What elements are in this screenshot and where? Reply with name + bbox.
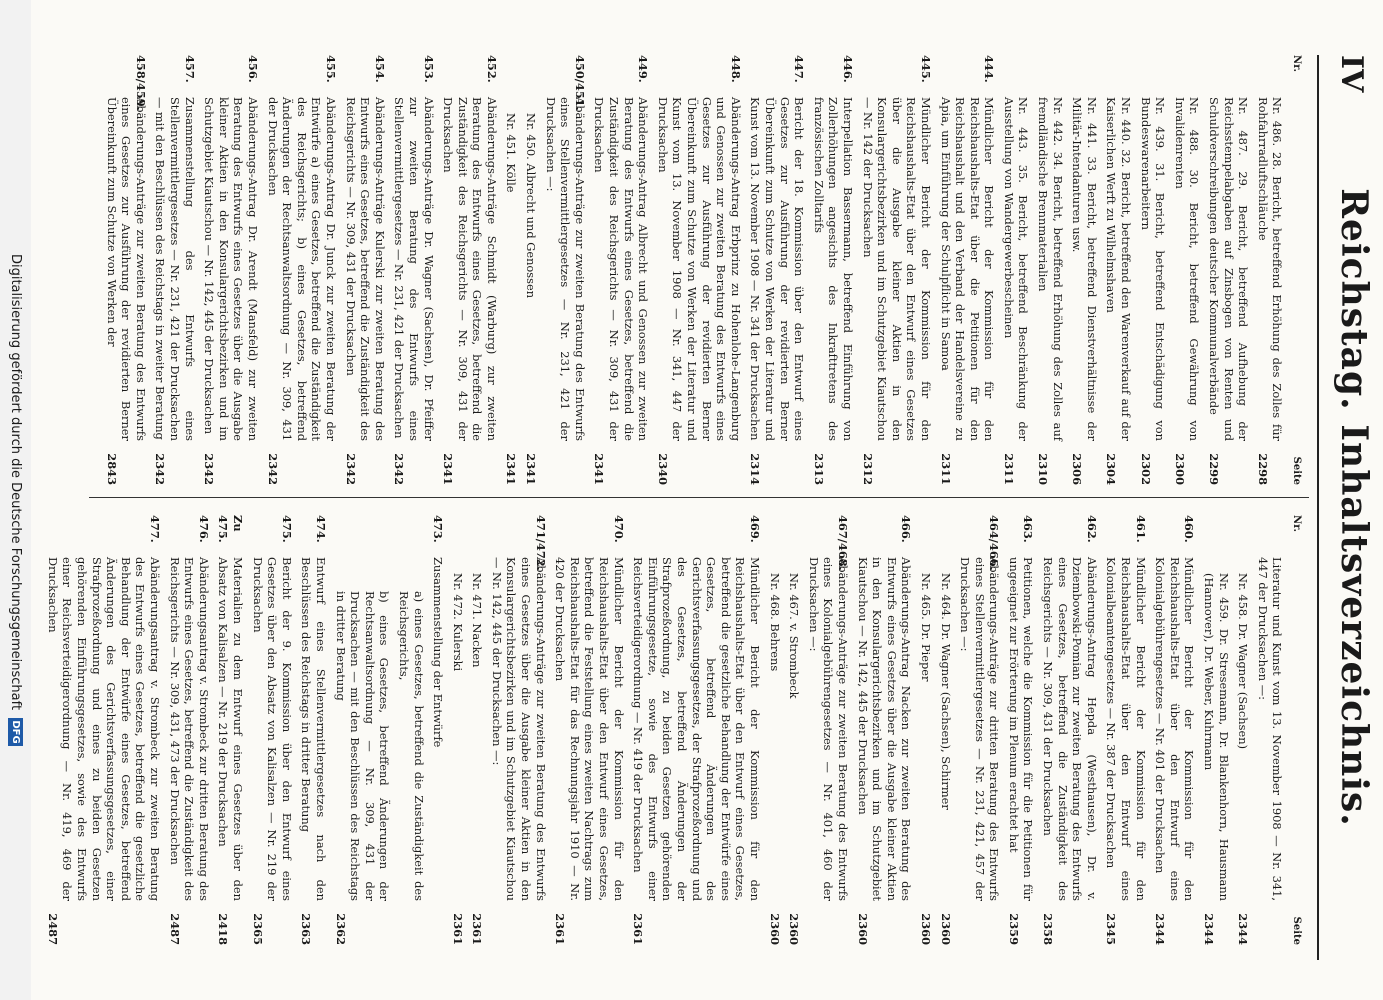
entry-page: 2363 — [299, 913, 314, 945]
entry-text: Entwurf eines Stellenvermittlergesetzes nach den Beschlüssen des Reichstags in dritter Beratung — [299, 557, 328, 901]
toc-entry — [1201, 515, 1230, 945]
entry-text: Mündlicher Bericht der Kommission für den Reichshaushalts-Etat über den Entwurf eines Kolonialgebührengesetzes — Nr. 401 der Drucksachen — [1153, 557, 1197, 901]
entry-number: 444. — [982, 55, 997, 83]
entry-text: Mündlicher Bericht der Kommission für den Reichshaushalts-Etat über den Entwurf eines Kolonialbeamtengesetzes — Nr. 387 der Drucksachen — [1104, 557, 1148, 901]
entry-text: Nr. 465. Dr. Pieper — [918, 573, 933, 682]
entry-page: 2360 — [787, 913, 802, 945]
toc-entry — [938, 515, 953, 945]
entry-page: 2360 — [918, 913, 933, 945]
entry-page: 2843 — [104, 453, 119, 485]
toc-entry — [787, 515, 802, 945]
entry-text: Mündlicher Bericht der Kommission für den Reichshaushalts-Etat über den Entwurf eines Gesetzes über die Ausgabe kleiner Aktien in den Konsulargerichtsbezirken und im Schutzgebiet Kiautschou — Nr. 142 der Drucksachen — [860, 97, 933, 441]
entry-page: 2341 — [592, 453, 607, 485]
entry-number: 466. — [899, 515, 914, 543]
entry-text: Abänderungs-Anträge Dr. Wagner (Sachsen), Dr. Pfeiffer zur zweiten Beratung des Entwurfs eines Stellenvermittlergesetzes — Nr. 231, 421 der Drucksachen — [392, 97, 436, 441]
toc-entry — [938, 55, 996, 485]
entry-text: Abänderungs-Antrag Albrecht und Genossen zur zweiten Beratung des Entwurfs eines Gesetzes, betreffend die Zuständigkeit des Reichsgerichts — Nr. 309, 431 der Drucksachen — [592, 97, 651, 441]
nr-label: Nr. — [1291, 55, 1302, 72]
toc-entry — [958, 515, 1002, 945]
nr-label: Nr. — [1291, 515, 1302, 532]
entry-number: 453. — [421, 55, 436, 83]
seite-label: Seite — [1291, 456, 1302, 485]
page-title: Reichstag. Inhaltsverzeichnis. — [1333, 188, 1375, 827]
entry-number: 457. — [182, 55, 197, 83]
seite-label: Seite — [1291, 916, 1302, 945]
entry-page: 2487 — [167, 913, 182, 945]
toc-entry — [216, 515, 245, 945]
entry-text: a) eines Gesetzes, betreffend die Zuständigkeit des Reichsgerichts, — [396, 591, 426, 901]
entry-text: Materialien zu dem Entwurf eines Gesetzes über den Absatz von Kalisalzen — Nr. 219 der Drucksachen — [216, 557, 245, 901]
entry-number: 458/459. — [133, 55, 148, 111]
entry-text: Zusammenstellung der Entwürfe — [431, 557, 446, 748]
entry-text: Abänderungs-Anträge zur zweiten Beratung des Entwurfs eines Kolonialgebührengesetzes — Nr. 401, 460 der Drucksachen —: — [806, 557, 850, 901]
toc-entry — [153, 55, 197, 485]
entry-page: 2418 — [216, 913, 231, 945]
entry-text: Abänderungsantrag v. Strombeck zur dritten Beratung des Entwurfs eines Gesetzes, betreffend die Zuständigkeit des Reichsgerichts — Nr. 309, 431, 473 der Drucksachen — [167, 557, 211, 901]
entry-text: Nr. 443. 35. Bericht, betreffend Beschränkung der Ausstellung von Wandergewerbescheinen — [1001, 97, 1031, 441]
toc-entry — [1104, 515, 1148, 945]
entry-page: 2312 — [860, 453, 875, 485]
entry-number: 463. — [1021, 515, 1036, 543]
entry-page: 2342 — [202, 453, 217, 485]
entry-text: Nr. 458. Dr. Wagner (Sachsen) — [1236, 573, 1251, 750]
toc-entry — [1206, 55, 1250, 485]
entry-page: 2302 — [1138, 453, 1153, 485]
entry-text: Mündlicher Bericht der Kommission für den Reichshaushalts-Etat über den Entwurf eines Gesetzes, betreffend die Feststellung eines zweiten Nachtrags zum Reichshaushalts-Etat für das Rechnungsjahr 1910 — Nr. 420 der Drucksachen — [553, 557, 626, 901]
entry-number: 456. — [246, 55, 260, 83]
entry-page: 2362 — [333, 913, 348, 945]
toc-entry — [104, 55, 148, 485]
toc-entry — [392, 55, 436, 485]
entry-page: 2361 — [450, 913, 465, 945]
entry-text: Bericht der 9. Kommission über den Entwurf eines Gesetzes über den Absatz von Kalisalzen — Nr. 219 der Drucksachen — [250, 557, 294, 901]
entry-text: Nr. 440. 32. Bericht, betreffend den Warenverkauf auf der Kaiserlichen Werft zu Wilhelmshaven — [1104, 97, 1134, 441]
toc-entry — [860, 55, 933, 485]
toc-entry — [333, 515, 391, 945]
entry-text: Abänderungs-Anträge zur zweiten Beratung des Entwurfs eines Gesetzes über die Ausgabe kleiner Aktien in den Konsulargerichtsbezirken und im Schutzgebiet Kiautschou — Nr. 142, 445 der Drucksachen —: — [489, 557, 548, 901]
right-entry-list — [45, 515, 1284, 945]
toc-entry — [1255, 55, 1284, 485]
entry-number: 464/466. — [987, 515, 1002, 571]
toc-entry — [918, 515, 933, 945]
entry-text: Abänderungs-Anträge zur zweiten Beratung des Entwurfs eines Gesetzes zur Ausführung der revidierten Berner Übereinkunft zum Schutze von Werken der — [104, 97, 148, 441]
entry-page: 2341 — [524, 453, 539, 485]
entry-number: 454. — [372, 55, 387, 83]
entry-text: Abänderungs-Anträge Kulerski zur zweiten Beratung des Entwurfs eines Gesetzes, betreffend die Zuständigkeit des Reichsgerichts — Nr. 309, 431 der Drucksachen — [343, 97, 387, 441]
left-column — [99, 55, 1303, 485]
entry-number: 475. — [279, 515, 294, 543]
entry-text: Abänderungs-Antrag Erbprinz zu Hohenlohe-Langenburg und Genossen zur zweiten Beratung des Entwurfs eines Gesetzes zur Ausführung der revidierten Berner Übereinkunft zum Schutze von Werken der Literatur und Kunst vom 13. November 1908 — Nr. 341, 447 der Drucksachen — [655, 97, 743, 441]
entry-number: 460. — [1182, 515, 1197, 543]
toc-entry — [806, 515, 850, 945]
entry-number: 467/468. — [835, 515, 850, 571]
entry-page: 2360 — [767, 913, 782, 945]
entry-page: 2341 — [504, 453, 519, 485]
toc-entry — [167, 515, 211, 945]
page-header — [1323, 55, 1375, 960]
entry-text: Nr. 467. v. Strombeck — [787, 573, 802, 699]
toc-entry — [1236, 515, 1251, 945]
entry-text: Nr. 442. 34. Bericht, betreffend Erhöhung des Zolles auf fremdländische Brennmaterialien — [1036, 97, 1065, 441]
column-divider — [89, 497, 1309, 498]
entry-number: 446. — [840, 55, 855, 83]
entry-page: 2300 — [1172, 453, 1187, 485]
entry-page: 2344 — [1236, 913, 1251, 945]
toc-entry — [592, 55, 650, 485]
toc-entry — [202, 55, 260, 485]
entry-text: Abänderungs-Anträge zur dritten Beratung des Entwurfs eines Stellenvermittlergesetzes — Nr. 231, 421, 457 der Drucksachen —: — [958, 557, 1002, 901]
entry-text: Mündlicher Bericht der Kommission für den Reichshaushalts-Etat über den Entwurf eines Gesetzes, betreffend die gesetzliche Behandlung der Entwürfe eines Gesetzes, betreffend Änderungen des Gerichtsverfassungsgesetzes, der Strafprozeßordnung und des Gesetzes, betreffend Änderungen der Strafprozeßordnung, zu beiden Gesetzen gehörenden Einführungsgesetze, sowie des Entwurfs einer Reichsverteidigerordnung — Nr. 419 der Drucksachen — [631, 557, 762, 901]
entry-text: Nr. 451. Kölle — [504, 113, 519, 193]
toc-entry — [250, 515, 294, 945]
entry-text: Interpellation Bassermann, betreffend Einführung von Zollerhöhungen angesichts des Inkrafttretens des französischen Zolltarifs — [811, 97, 855, 441]
entry-page: 2340 — [655, 453, 670, 485]
entry-number: Zu 475. — [216, 515, 245, 543]
toc-entry — [553, 515, 626, 945]
entry-page: 2487 — [45, 913, 60, 945]
entry-text: Abänderungs-Antrag Dr. Junck zur zweiten Beratung der Entwürfe a) eines Gesetzes, betreffend die Zuständigkeit des Reichsgerichts; b) eines Gesetzes, betreffend Änderungen der Rechtsanwaltsordnung — Nr. 309, 431 der Drucksachen — [265, 97, 338, 441]
toc-entry — [1104, 55, 1133, 485]
digitization-footer — [0, 0, 31, 1000]
toc-entry — [470, 515, 485, 945]
entry-text: b) eines Gesetzes, betreffend Änderungen der Rechtsanwaltsordnung — Nr. 309, 431 der Drucksachen — mit den Beschlüssen des Reichstags in dritter Beratung — [333, 591, 392, 901]
entry-page: 2311 — [1001, 453, 1016, 485]
entry-page: 2361 — [553, 913, 568, 945]
entry-text: Nr. 441. 33. Bericht, betreffend Dienstverhältnisse der Militär-Intendanturen usw. — [1070, 97, 1099, 441]
toc-entry — [1070, 55, 1099, 485]
toc-entry — [811, 55, 855, 485]
toc-entry — [396, 515, 425, 945]
entry-text: Petitionen, welche die Kommission für die Petitionen für ungeeignet zur Erörterung im Plenum erachtet hat — [1006, 557, 1036, 901]
toc-entry — [1036, 55, 1065, 485]
toc-entry — [1255, 515, 1284, 945]
toc-entry — [543, 55, 587, 485]
toc-entry — [1172, 55, 1201, 485]
entry-page: 2298 — [1255, 453, 1270, 485]
entry-text: Nr. 486. 28. Bericht, betreffend Erhöhung des Zolles für Rohfahrradluftschläuche — [1255, 97, 1285, 441]
entry-page: 2304 — [1104, 453, 1119, 485]
column-header — [1288, 55, 1303, 485]
left-entry-list — [104, 55, 1284, 485]
entry-text: Nr. 450. Albrecht und Genossen — [524, 113, 539, 299]
entry-number: 469. — [748, 515, 762, 543]
entry-number: 452. — [484, 55, 499, 83]
entry-text: Nr. 468. Behrens — [767, 573, 782, 672]
entry-number: 448. — [728, 55, 743, 83]
entry-text: Bericht der 18. Kommission über den Entwurf eines Gesetzes zur Ausführung der revidierten Berner Übereinkunft zum Schutze von Werken der Literatur und Kunst vom 13. November 1908 — Nr. 341 der Drucksachen — [748, 97, 807, 441]
entry-text: Nr. 471. Nacken — [470, 573, 485, 668]
header-rule — [1317, 55, 1319, 960]
entry-number: 462. — [1084, 515, 1099, 543]
dfg-logo-icon: DFG — [8, 718, 23, 746]
entry-number: 445. — [918, 55, 933, 83]
entry-page: 2358 — [1041, 913, 1056, 945]
toc-entry — [265, 55, 338, 485]
entry-text: Abänderungs-Antrag Nacken zur zweiten Beratung des Entwurfs eines Gesetzes über die Ausgabe kleiner Aktien in den Konsulargerichtsbezirken und im Schutzgebiet Kiautschou — Nr. 142, 445 der Drucksachen — [855, 557, 914, 901]
toc-entry — [1041, 515, 1099, 945]
toc-entry — [299, 515, 328, 945]
entry-page: 2365 — [250, 913, 265, 945]
entry-page: 2306 — [1070, 453, 1085, 485]
toc-entry — [524, 55, 539, 485]
toc-entry — [631, 515, 762, 945]
toc-entry — [767, 515, 782, 945]
entry-text: Nr. 488. 30. Bericht, betreffend Gewährung von Invalidenrenten — [1172, 97, 1202, 441]
toc-entry — [343, 55, 387, 485]
entry-page: 2342 — [343, 453, 358, 485]
entry-page: 2314 — [748, 453, 763, 485]
entry-page: 2342 — [153, 453, 168, 485]
entry-text: Nr. 472. Kulerski — [450, 573, 465, 672]
toc-entry — [504, 55, 519, 485]
entry-text: Nr. 464. Dr. Wagner (Sachsen), Schirmer — [938, 573, 953, 810]
column-header — [1288, 515, 1303, 945]
entry-page: 2310 — [1036, 453, 1051, 485]
page-number: IV — [1334, 55, 1369, 93]
entry-text: Nr. 439. 31. Bericht, betreffend Entschädigung von Bundeswarenarbeitern — [1138, 97, 1168, 441]
toc-entry — [1138, 55, 1167, 485]
entry-number: 455. — [323, 55, 338, 83]
entry-text: Abänderungs-Antrag Hepda (Westhausen), Dr. v. Dziembowski-Pomian zur zweiten Beratung des Entwurfs eines Gesetzes, betreffend die Zuständigkeit des Reichsgerichts — Nr. 309, 431 der Drucksachen — [1041, 557, 1099, 901]
toc-entry — [489, 515, 547, 945]
entry-number: 474. — [313, 515, 328, 543]
entry-text: Literatur und Kunst vom 13. November 1908 — Nr. 341, 447 der Drucksachen —: — [1255, 557, 1285, 901]
entry-page: 2359 — [1006, 913, 1021, 945]
entry-page: 2342 — [265, 453, 280, 485]
right-column — [40, 515, 1303, 945]
toc-entry — [431, 515, 446, 945]
entry-page: 2344 — [1202, 913, 1217, 945]
entry-page: 2311 — [938, 453, 953, 485]
entry-number: 471/472. — [533, 515, 548, 571]
entry-number: 447. — [792, 55, 807, 83]
toc-entry — [45, 515, 162, 945]
entry-page: 2341 — [441, 453, 456, 485]
toc-entry — [748, 55, 806, 485]
entry-page: 2361 — [470, 913, 485, 945]
toc-entry — [1006, 515, 1035, 945]
entry-number: 473. — [431, 515, 446, 543]
entry-text: Abänderungsantrag v. Strombeck zur zweiten Beratung des Entwurfs eines Gesetzes, betreffend die gesetzliche Behandlung der Entwürfe eines Gesetzes, betreffend Änderungen des Gerichtsverfassungsgesetzes, einer Strafprozeßordnung und eines zu beiden Gesetzen gehörenden Einführungsgesetzes, sowie des Entwurfs einer Reichsverteidigerordnung — Nr. 419, 469 der Drucksachen — [45, 557, 163, 901]
toc-entry — [655, 55, 743, 485]
toc-entry — [1153, 515, 1197, 945]
entry-page: 2360 — [855, 913, 870, 945]
entry-page: 2361 — [631, 913, 646, 945]
toc-entry — [1001, 55, 1030, 485]
entry-text: Zusammenstellung des Entwurfs eines Stellenvermittlergesetzes — Nr. 231, 421 der Drucksachen — mit den Beschlüssen des Reichstags in zweiter Beratung — [153, 97, 197, 441]
toc-entry — [450, 515, 465, 945]
entry-page: 2313 — [811, 453, 826, 485]
entry-page: 2344 — [1153, 913, 1168, 945]
entry-number: 449. — [636, 55, 651, 83]
entry-number: 450/451. — [572, 55, 587, 111]
entry-number: 477. — [148, 515, 163, 543]
entry-text: Abänderungs-Anträge Schmidt (Warburg) zur zweiten Beratung des Entwurfs eines Gesetzes, betreffend die Zuständigkeit des Reichsgerichts — Nr. 309, 431 der Drucksachen — [441, 97, 499, 441]
entry-text: Nr. 459. Dr. Stresemann, Dr. Blankenhorn, Hausmann (Hannover), Dr. Weber, Kuhrmann — [1202, 573, 1231, 901]
entry-page: 2342 — [392, 453, 407, 485]
entry-number: 476. — [196, 515, 211, 543]
entry-text: Nr. 487. 29. Bericht, betreffend Aufhebung der Reichsstempelabgaben auf Zinsbogen von Renten und Schuldverschreibungen deutscher Kommunalverbände — [1207, 97, 1251, 441]
entry-text: Abänderungs-Anträge zur zweiten Beratung des Entwurfs eines Stellenvermittlergesetzes — Nr. 231, 421 der Drucksachen —: — [543, 97, 587, 441]
entry-text: Abänderungs-Antrag Dr. Arendt (Mansfeld) zur zweiten Beratung des Entwurfs eines Gesetzes über die Ausgabe kleiner Aktien in den Konsulargerichtsbezirken und im Schutzgebiet Kiautschou — Nr. 142, 445 der Drucksachen — [202, 97, 260, 441]
toc-entry — [441, 55, 499, 485]
toc-entry — [855, 515, 913, 945]
entry-page: 2360 — [938, 913, 953, 945]
footer-text: Digitalisierung gefördert durch die Deutsche Forschungsgemeinschaft — [8, 253, 23, 711]
entry-page: 2299 — [1207, 453, 1222, 485]
entry-number: 470. — [611, 515, 626, 543]
entry-page: 2345 — [1104, 913, 1119, 945]
entry-text: Mündlicher Bericht der Kommission für den Reichshaushalts-Etat über die Petitionen für den Reichshaushalt und den Verband der Handelsvereine zu Apia, um Einführung der Schulpflicht in Samoa — [938, 97, 997, 441]
entry-number: 461. — [1133, 515, 1148, 543]
